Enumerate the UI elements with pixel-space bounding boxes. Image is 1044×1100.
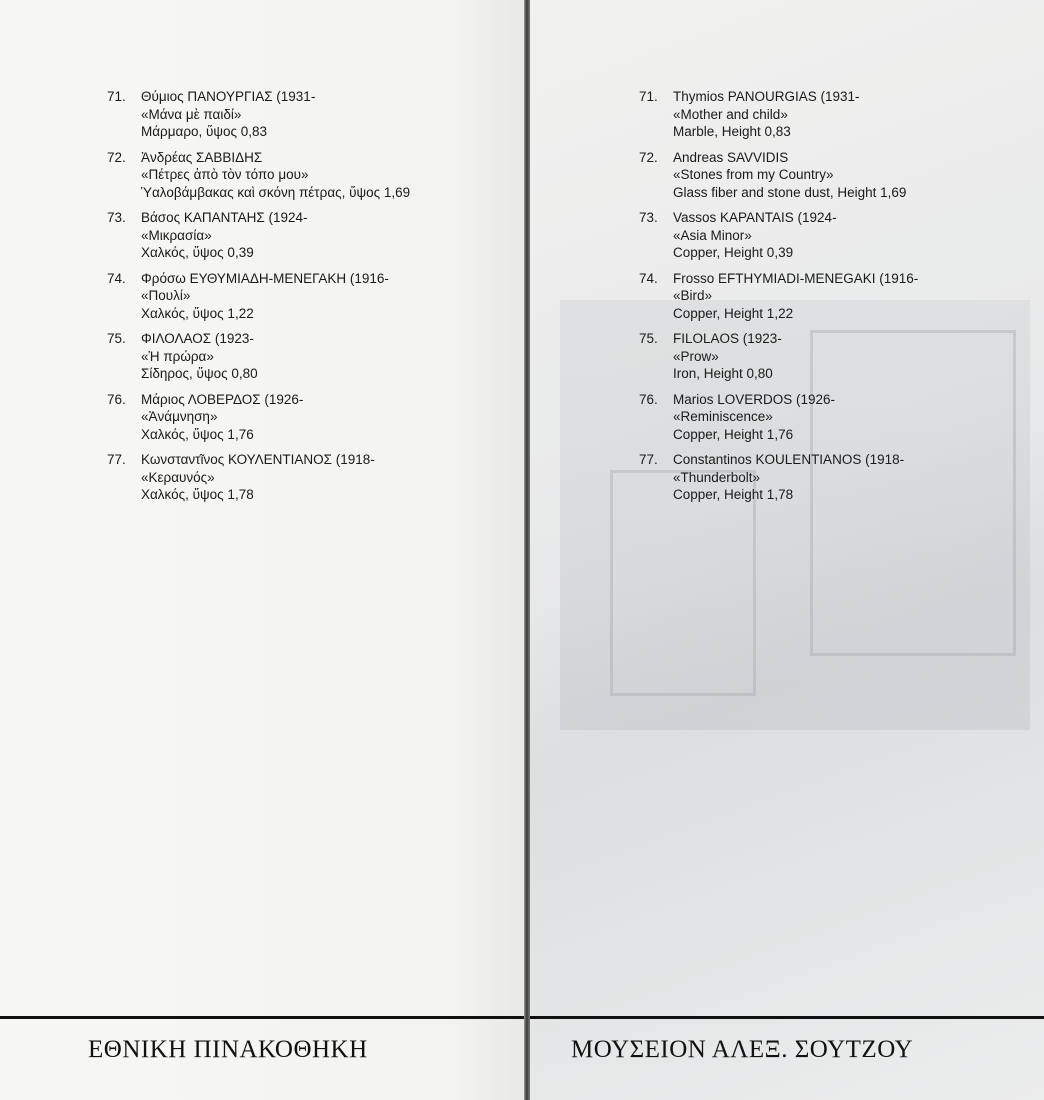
entry-body bbox=[673, 451, 1029, 504]
entry-number: 71. bbox=[107, 89, 126, 104]
artwork-title: «Πέτρες ἀπὸ τὸν τόπο μου» bbox=[141, 167, 309, 182]
artist-name: Andreas SAVVIDIS bbox=[673, 149, 789, 165]
entry-body bbox=[141, 451, 507, 504]
catalogue-entry bbox=[107, 391, 507, 444]
artist-name: Βάσος ΚΑΠΑΝΤΑΗΣ (1924- bbox=[141, 210, 308, 225]
artist-name: Frosso EFTHYMIADI-MENEGAKI (1916- bbox=[673, 270, 919, 286]
entry-body bbox=[141, 270, 507, 323]
entry-number: 76. bbox=[107, 391, 126, 407]
artist-name: Constantinos KOULENTIANOS (1918- bbox=[673, 452, 905, 467]
artwork-title: «Asia Minor» bbox=[673, 227, 752, 243]
entry-number: 74. bbox=[639, 270, 658, 286]
catalogue-entry bbox=[639, 330, 1029, 383]
artwork-material: Ὑαλοβάμβακας καὶ σκόνη πέτρας, ὕψος 1,69 bbox=[141, 184, 411, 200]
artwork-material: Χαλκός, ὕψος 1,22 bbox=[141, 305, 254, 321]
artwork-title: «Bird» bbox=[673, 288, 713, 303]
catalogue-entry bbox=[639, 209, 1029, 262]
artist-name: Κωνσταντῖνος ΚΟΥΛΕΝΤΙΑΝΟΣ (1918- bbox=[141, 452, 375, 467]
entry-body bbox=[673, 330, 1029, 383]
entry-number: 71. bbox=[639, 89, 658, 104]
entry-body bbox=[141, 149, 507, 202]
artwork-material: Χαλκός, ὕψος 1,78 bbox=[141, 487, 254, 502]
artwork-title: «Prow» bbox=[673, 348, 719, 364]
catalogue-entry bbox=[639, 451, 1029, 504]
entry-body bbox=[673, 270, 1029, 323]
catalogue-entry bbox=[107, 330, 507, 383]
catalogue-entry bbox=[107, 88, 507, 141]
entry-body bbox=[673, 88, 1029, 141]
artwork-title: «Ἀνάμνηση» bbox=[141, 409, 218, 424]
greek-catalogue-list bbox=[107, 88, 507, 512]
artist-name: ΦΙΛΟΛΑΟΣ (1923- bbox=[141, 331, 254, 346]
artwork-title: «Mother and child» bbox=[673, 106, 788, 122]
entry-body bbox=[673, 149, 1029, 202]
catalogue-entry bbox=[107, 451, 507, 504]
book-spine bbox=[524, 0, 530, 1100]
artwork-title: «Μάνα μὲ παιδί» bbox=[141, 106, 242, 122]
entry-number: 73. bbox=[107, 210, 126, 225]
artwork-material: Glass fiber and stone dust, Height 1,69 bbox=[673, 184, 907, 200]
footer-rule-left bbox=[0, 1016, 524, 1019]
entry-number: 77. bbox=[639, 452, 658, 467]
artwork-material: Μάρμαρο, ὕψος 0,83 bbox=[141, 124, 268, 139]
entry-number: 75. bbox=[107, 331, 126, 346]
entry-number: 75. bbox=[639, 331, 658, 346]
artwork-material: Χαλκός, ὕψος 1,76 bbox=[141, 426, 254, 442]
artwork-title: «Reminiscence» bbox=[673, 409, 773, 424]
artwork-material: Iron, Height 0,80 bbox=[673, 366, 773, 381]
entry-number: 72. bbox=[639, 149, 658, 165]
artwork-material: Σίδηρος, ὕψος 0,80 bbox=[141, 366, 258, 381]
footer-title-soutzos-museum: ΜΟΥΣΕΙΟΝ ΑΛΕΞ. ΣΟΥΤΖΟΥ bbox=[571, 1036, 914, 1063]
catalogue-entry bbox=[107, 209, 507, 262]
artwork-material: Copper, Height 1,78 bbox=[673, 487, 794, 502]
artist-name: Thymios PANOURGIAS (1931- bbox=[673, 89, 860, 104]
entry-body bbox=[673, 391, 1029, 444]
entry-number: 77. bbox=[107, 452, 126, 467]
artwork-title: «Thunderbolt» bbox=[673, 469, 761, 485]
entry-body bbox=[141, 88, 507, 141]
artist-name: FILOLAOS (1923- bbox=[673, 331, 782, 346]
footer-title-national-gallery: ΕΘΝΙΚΗ ΠΙΝΑΚΟΘΗΚΗ bbox=[88, 1036, 368, 1063]
artwork-material: Marble, Height 0,83 bbox=[673, 124, 791, 139]
artwork-material: Copper, Height 1,22 bbox=[673, 305, 794, 321]
entry-number: 72. bbox=[107, 149, 126, 165]
catalogue-entry bbox=[107, 149, 507, 202]
catalogue-entry bbox=[639, 88, 1029, 141]
artwork-title: «Ἡ πρώρα» bbox=[141, 348, 214, 364]
entry-body bbox=[141, 330, 507, 383]
artwork-material: Copper, Height 1,76 bbox=[673, 426, 794, 442]
catalogue-entry bbox=[107, 270, 507, 323]
entry-body bbox=[673, 209, 1029, 262]
artwork-material: Copper, Height 0,39 bbox=[673, 245, 794, 260]
entry-number: 73. bbox=[639, 210, 658, 225]
artwork-title: «Πουλί» bbox=[141, 288, 191, 303]
footer-rule-right bbox=[530, 1016, 1044, 1019]
artist-name: Ἀνδρέας ΣΑΒΒΙΔΗΣ bbox=[141, 149, 263, 165]
catalogue-entry bbox=[639, 270, 1029, 323]
artist-name: Vassos KAPANTAIS (1924- bbox=[673, 210, 837, 225]
artwork-title: «Μικρασία» bbox=[141, 227, 212, 243]
artwork-title: «Κεραυνός» bbox=[141, 469, 215, 485]
artwork-material: Χαλκός, ὕψος 0,39 bbox=[141, 245, 254, 260]
entry-number: 76. bbox=[639, 391, 658, 407]
artist-name: Μάριος ΛΟΒΕΡΔΟΣ (1926- bbox=[141, 391, 304, 407]
catalogue-entry bbox=[639, 391, 1029, 444]
catalogue-entry bbox=[639, 149, 1029, 202]
artist-name: Marios LOVERDOS (1926- bbox=[673, 391, 836, 407]
artist-name: Φρόσω ΕΥΘΥΜΙΑΔΗ-ΜΕΝΕΓΑΚΗ (1916- bbox=[141, 270, 389, 286]
entry-body bbox=[141, 391, 507, 444]
artist-name: Θύμιος ΠΑΝΟΥΡΓΙΑΣ (1931- bbox=[141, 89, 316, 104]
english-catalogue-list bbox=[639, 88, 1029, 512]
artwork-title: «Stones from my Country» bbox=[673, 167, 834, 182]
entry-body bbox=[141, 209, 507, 262]
entry-number: 74. bbox=[107, 270, 126, 286]
